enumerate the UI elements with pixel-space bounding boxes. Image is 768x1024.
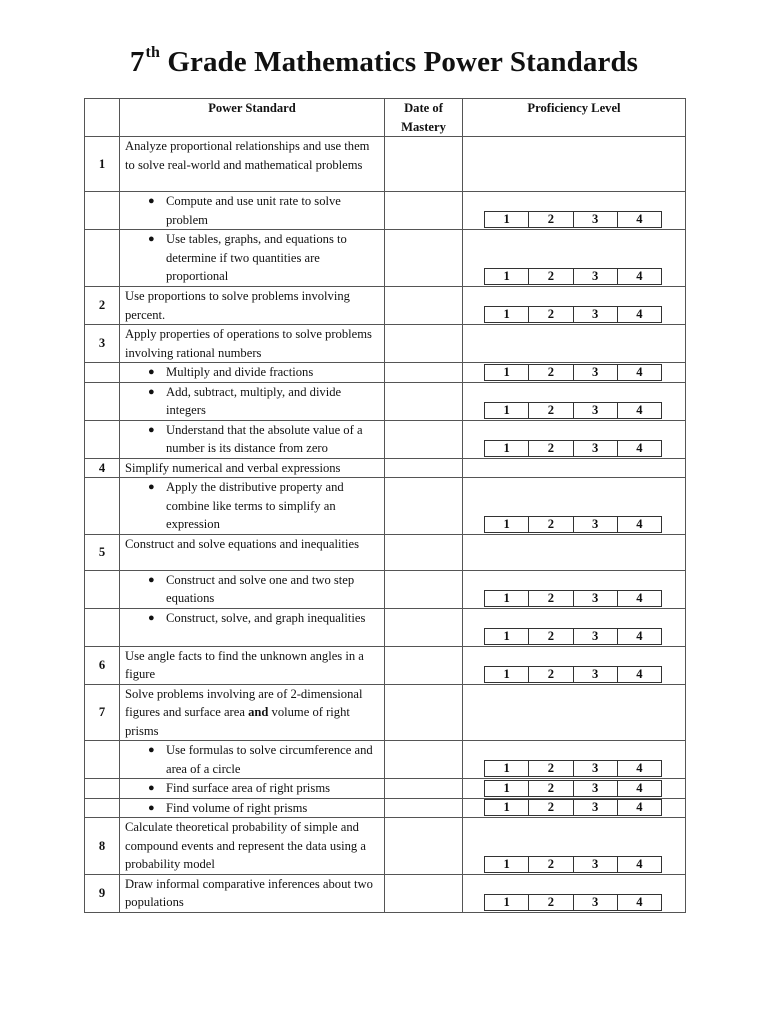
proficiency-cell <box>463 478 686 535</box>
standard-number: 8 <box>85 818 120 875</box>
proficiency-level-2[interactable]: 2 <box>529 666 573 682</box>
proficiency-level-3[interactable]: 3 <box>573 894 617 910</box>
standard-number: 3 <box>85 325 120 363</box>
proficiency-level-1[interactable]: 1 <box>485 800 529 816</box>
date-of-mastery-cell[interactable] <box>385 478 463 535</box>
proficiency-scale <box>484 856 662 873</box>
standard-text: Use proportions to solve problems involving percent. <box>125 289 350 322</box>
standard-row <box>85 874 686 912</box>
standard-text-cell <box>120 646 385 684</box>
standard-row <box>85 137 686 192</box>
standard-row <box>85 818 686 875</box>
proficiency-cell <box>463 420 686 458</box>
proficiency-scale <box>484 666 662 683</box>
standard-number: 1 <box>85 137 120 192</box>
date-of-mastery-cell[interactable] <box>385 287 463 325</box>
standard-number: 2 <box>85 287 120 325</box>
date-of-mastery-cell[interactable] <box>385 458 463 478</box>
proficiency-level-4[interactable]: 4 <box>617 761 661 777</box>
standard-number <box>85 779 120 799</box>
proficiency-cell <box>463 287 686 325</box>
sub-standard-text: Use tables, graphs, and equations to determine if two quantities are proportional <box>166 232 347 283</box>
sub-standard-row <box>85 192 686 230</box>
standard-text-cell <box>120 230 385 287</box>
proficiency-level-4[interactable]: 4 <box>617 628 661 644</box>
sub-standard-text: Apply the distributive property and combine like terms to simplify an expression <box>166 480 344 531</box>
proficiency-level-2[interactable]: 2 <box>529 856 573 872</box>
proficiency-level-2[interactable]: 2 <box>529 402 573 418</box>
proficiency-level-1[interactable]: 1 <box>485 780 529 796</box>
standard-text-cell <box>120 287 385 325</box>
proficiency-level-2[interactable]: 2 <box>529 894 573 910</box>
proficiency-scale <box>484 211 662 228</box>
sub-standard-row <box>85 382 686 420</box>
date-of-mastery-cell[interactable] <box>385 192 463 230</box>
sub-standard-row <box>85 570 686 608</box>
standard-text-cell <box>120 570 385 608</box>
date-of-mastery-cell[interactable] <box>385 325 463 363</box>
proficiency-level-4[interactable]: 4 <box>617 402 661 418</box>
proficiency-scale <box>484 364 662 381</box>
proficiency-level-2[interactable]: 2 <box>529 590 573 606</box>
standard-number <box>85 608 120 646</box>
proficiency-cell <box>463 684 686 741</box>
date-of-mastery-cell[interactable] <box>385 684 463 741</box>
header-date-of-mastery: Date of Mastery <box>385 99 463 137</box>
proficiency-level-1[interactable]: 1 <box>485 856 529 872</box>
proficiency-level-4[interactable]: 4 <box>617 269 661 285</box>
date-of-mastery-cell[interactable] <box>385 779 463 799</box>
proficiency-scale <box>484 440 662 457</box>
standards-table <box>84 98 686 913</box>
header-power-standard: Power Standard <box>120 99 385 137</box>
title-text: Grade Mathematics Power Standards <box>167 46 639 78</box>
bullet-icon: ● <box>148 744 155 756</box>
proficiency-level-2[interactable]: 2 <box>529 800 573 816</box>
proficiency-level-2[interactable]: 2 <box>529 364 573 380</box>
proficiency-level-3[interactable]: 3 <box>573 666 617 682</box>
standard-text-cell <box>120 608 385 646</box>
proficiency-level-2[interactable]: 2 <box>529 212 573 228</box>
standard-number <box>85 420 120 458</box>
bullet-icon: ● <box>148 423 155 436</box>
sub-standard-row <box>85 230 686 287</box>
proficiency-level-3[interactable]: 3 <box>573 516 617 532</box>
standard-text: Construct and solve equations and inequalities <box>125 536 359 551</box>
standard-text-cell <box>120 779 385 799</box>
standard-text-cell <box>120 363 385 383</box>
date-of-mastery-cell[interactable] <box>385 818 463 875</box>
proficiency-level-2[interactable]: 2 <box>529 440 573 456</box>
proficiency-cell <box>463 874 686 912</box>
standard-text: Apply properties of operations to solve problems involving rational numbers <box>125 327 372 360</box>
proficiency-scale <box>484 628 662 645</box>
standard-text: Calculate theoretical probability of simple and compound events and represent the data using a probability model <box>125 820 366 871</box>
date-of-mastery-cell[interactable] <box>385 570 463 608</box>
header-proficiency-level: Proficiency Level <box>463 99 686 137</box>
date-of-mastery-cell[interactable] <box>385 646 463 684</box>
standard-row <box>85 458 686 478</box>
standard-text-cell <box>120 478 385 535</box>
standard-number: 6 <box>85 646 120 684</box>
sub-standard-text: Multiply and divide fractions <box>166 365 314 379</box>
proficiency-level-2[interactable]: 2 <box>529 780 573 796</box>
standard-text: Analyze proportional relationships and use them to solve real-world and mathematical problems <box>125 139 370 172</box>
proficiency-level-1[interactable]: 1 <box>485 269 529 285</box>
date-of-mastery-cell[interactable] <box>385 137 463 192</box>
bullet-icon: ● <box>148 385 155 398</box>
proficiency-level-1[interactable]: 1 <box>485 628 529 644</box>
proficiency-level-3[interactable]: 3 <box>573 856 617 872</box>
header-number <box>85 99 120 137</box>
sub-standard-text: Understand that the absolute value of a number is its distance from zero <box>166 422 363 455</box>
proficiency-level-3[interactable]: 3 <box>573 364 617 380</box>
proficiency-level-1[interactable]: 1 <box>485 440 529 456</box>
standard-text-cell <box>120 798 385 818</box>
proficiency-scale <box>484 306 662 323</box>
proficiency-level-4[interactable]: 4 <box>617 440 661 456</box>
standard-number <box>85 478 120 535</box>
title-ordinal-number: 7 <box>129 46 145 78</box>
standard-text-cell <box>120 874 385 912</box>
sub-standard-row <box>85 478 686 535</box>
proficiency-cell <box>463 646 686 684</box>
standard-text-cell <box>120 192 385 230</box>
proficiency-level-4[interactable]: 4 <box>617 666 661 682</box>
bullet-icon: ● <box>148 195 155 207</box>
proficiency-cell <box>463 818 686 875</box>
proficiency-level-2[interactable]: 2 <box>529 516 573 532</box>
proficiency-level-2[interactable]: 2 <box>529 761 573 777</box>
proficiency-level-1[interactable]: 1 <box>485 761 529 777</box>
standard-number: 9 <box>85 874 120 912</box>
standard-text-cell <box>120 137 385 192</box>
proficiency-level-1[interactable]: 1 <box>485 894 529 910</box>
standard-number <box>85 382 120 420</box>
standard-text-cell <box>120 684 385 741</box>
proficiency-level-4[interactable]: 4 <box>617 590 661 606</box>
sub-standard-text: Construct and solve one and two step equations <box>166 572 355 605</box>
standard-text: Use angle facts to find the unknown angles in a figure <box>125 648 364 681</box>
standard-text: Simplify numerical and verbal expressions <box>125 460 341 475</box>
sub-standard-text: Find surface area of right prisms <box>166 781 331 795</box>
title-ordinal-suffix: th <box>145 44 160 61</box>
standard-text: Draw informal comparative inferences about two populations <box>125 876 373 909</box>
standard-row <box>85 534 686 570</box>
proficiency-level-2[interactable]: 2 <box>529 307 573 323</box>
sub-standard-row <box>85 741 686 779</box>
bullet-icon: ● <box>148 233 155 245</box>
proficiency-level-4[interactable]: 4 <box>617 364 661 380</box>
standard-row <box>85 325 686 363</box>
standard-text-cell <box>120 818 385 875</box>
sub-standard-row <box>85 608 686 646</box>
proficiency-level-3[interactable]: 3 <box>573 269 617 285</box>
standard-text-cell <box>120 420 385 458</box>
standard-row <box>85 287 686 325</box>
proficiency-cell <box>463 779 686 799</box>
sub-standard-row <box>85 420 686 458</box>
date-of-mastery-cell[interactable] <box>385 230 463 287</box>
date-of-mastery-cell[interactable] <box>385 798 463 818</box>
proficiency-level-3[interactable]: 3 <box>573 780 617 796</box>
proficiency-cell <box>463 137 686 192</box>
bullet-icon: ● <box>148 782 155 794</box>
sub-standard-text: Compute and use unit rate to solve problem <box>166 194 341 227</box>
standard-text-cell <box>120 741 385 779</box>
standard-number <box>85 570 120 608</box>
proficiency-scale <box>484 799 662 816</box>
bullet-icon: ● <box>148 481 155 493</box>
standard-text-continued: volume of right prisms <box>125 705 350 738</box>
date-of-mastery-cell[interactable] <box>385 608 463 646</box>
proficiency-cell <box>463 534 686 570</box>
standard-text-bold: and <box>248 705 269 719</box>
proficiency-level-4[interactable]: 4 <box>617 800 661 816</box>
standard-text-cell <box>120 325 385 363</box>
proficiency-cell <box>463 230 686 287</box>
standard-number <box>85 192 120 230</box>
standard-number <box>85 363 120 383</box>
proficiency-scale <box>484 760 662 777</box>
proficiency-level-2[interactable]: 2 <box>529 269 573 285</box>
proficiency-cell <box>463 570 686 608</box>
proficiency-scale <box>484 268 662 285</box>
proficiency-scale <box>484 780 662 797</box>
proficiency-level-4[interactable]: 4 <box>617 212 661 228</box>
standard-text-cell <box>120 382 385 420</box>
proficiency-level-1[interactable]: 1 <box>485 590 529 606</box>
date-of-mastery-cell[interactable] <box>385 874 463 912</box>
proficiency-level-3[interactable]: 3 <box>573 402 617 418</box>
proficiency-level-1[interactable]: 1 <box>485 307 529 323</box>
proficiency-level-3[interactable]: 3 <box>573 307 617 323</box>
proficiency-cell <box>463 192 686 230</box>
proficiency-cell <box>463 798 686 818</box>
proficiency-cell <box>463 608 686 646</box>
standard-number: 4 <box>85 458 120 478</box>
proficiency-level-1[interactable]: 1 <box>485 212 529 228</box>
standard-number <box>85 741 120 779</box>
standard-text: Solve problems involving are of 2-dimensional figures and surface area <box>125 686 363 719</box>
proficiency-level-1[interactable]: 1 <box>485 666 529 682</box>
page-title <box>0 44 768 79</box>
proficiency-level-4[interactable]: 4 <box>617 307 661 323</box>
proficiency-level-3[interactable]: 3 <box>573 440 617 456</box>
sub-standard-text: Use formulas to solve circumference and area of a circle <box>166 743 373 776</box>
bullet-icon: ● <box>148 611 155 624</box>
standard-number: 7 <box>85 684 120 741</box>
proficiency-level-4[interactable]: 4 <box>617 516 661 532</box>
bullet-icon: ● <box>148 366 155 378</box>
proficiency-level-3[interactable]: 3 <box>573 800 617 816</box>
proficiency-scale <box>484 590 662 607</box>
proficiency-level-3[interactable]: 3 <box>573 590 617 606</box>
date-of-mastery-cell[interactable] <box>385 420 463 458</box>
proficiency-cell <box>463 741 686 779</box>
date-of-mastery-cell[interactable] <box>385 382 463 420</box>
header-row <box>85 99 686 137</box>
proficiency-cell <box>463 458 686 478</box>
bullet-icon: ● <box>148 573 155 586</box>
proficiency-scale <box>484 516 662 533</box>
proficiency-level-4[interactable]: 4 <box>617 780 661 796</box>
standard-text-cell <box>120 534 385 570</box>
proficiency-scale <box>484 402 662 419</box>
date-of-mastery-cell[interactable] <box>385 534 463 570</box>
sub-standard-row <box>85 798 686 818</box>
date-of-mastery-cell[interactable] <box>385 363 463 383</box>
proficiency-cell <box>463 382 686 420</box>
proficiency-level-1[interactable]: 1 <box>485 364 529 380</box>
proficiency-cell <box>463 325 686 363</box>
sub-standard-text: Find volume of right prisms <box>166 800 308 815</box>
standard-row <box>85 646 686 684</box>
proficiency-level-2[interactable]: 2 <box>529 628 573 644</box>
proficiency-level-3[interactable]: 3 <box>573 761 617 777</box>
sub-standard-row <box>85 363 686 383</box>
bullet-icon: ● <box>148 801 155 814</box>
proficiency-level-4[interactable]: 4 <box>617 856 661 872</box>
sub-standard-text: Add, subtract, multiply, and divide integers <box>166 384 342 417</box>
proficiency-cell <box>463 363 686 383</box>
standard-number: 5 <box>85 534 120 570</box>
proficiency-scale <box>484 894 662 911</box>
standard-number <box>85 798 120 818</box>
proficiency-level-3[interactable]: 3 <box>573 212 617 228</box>
proficiency-level-1[interactable]: 1 <box>485 402 529 418</box>
date-of-mastery-cell[interactable] <box>385 741 463 779</box>
proficiency-level-1[interactable]: 1 <box>485 516 529 532</box>
standard-row <box>85 684 686 741</box>
standard-number <box>85 230 120 287</box>
proficiency-level-4[interactable]: 4 <box>617 894 661 910</box>
proficiency-level-3[interactable]: 3 <box>573 628 617 644</box>
sub-standard-text: Construct, solve, and graph inequalities <box>166 610 366 625</box>
sub-standard-row <box>85 779 686 799</box>
standard-text-cell <box>120 458 385 478</box>
